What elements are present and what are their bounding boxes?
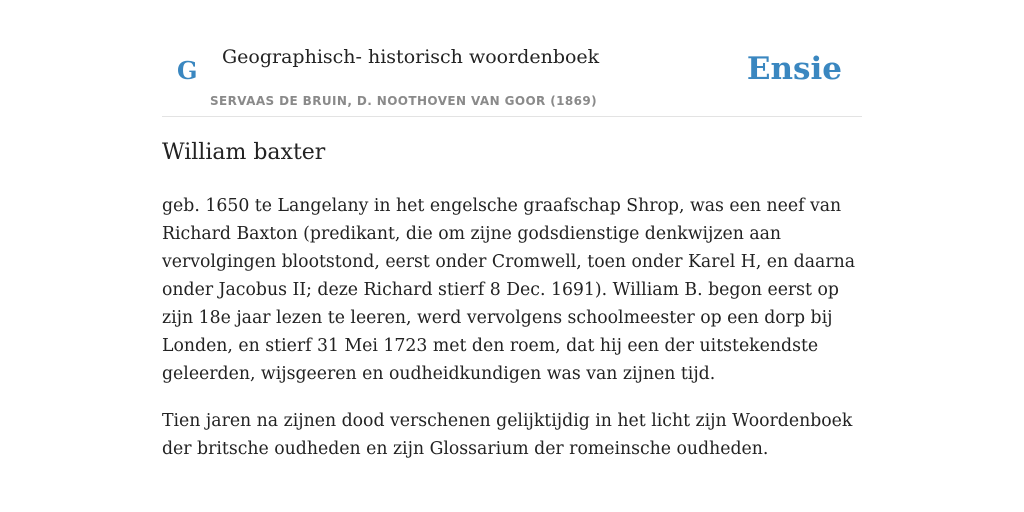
entry-paragraph: geb. 1650 te Langelany in het engelsche graafschap Shrop, was een neef van Richard Baxton (predikant, die om zijne godsdienstige denkwijzen aan vervolgingen blootstond, eerst onder Cromwell, toen onder Karel H, en daarna onder Jacobus II; deze Richard stierf 8 Dec. 1691). William B. begon eerst op zijn 18e jaar lezen te leeren, werd vervolgens schoolmeester op een dorp bij Londen, en stierf 31 Mei 1723 met den roem, dat hij een der uitstekendste geleerden, wijsgeeren en oudheidkundigen was van zijnen tijd. (162, 196, 856, 384)
entry-paragraph: Tien jaren na zijnen dood verschenen gelijktijdig in het licht zijn Woordenboek der britsche oudheden en zijn Glossarium der romeinsche oudheden. (162, 411, 853, 459)
entry-body (162, 192, 862, 482)
book-authors: SERVAAS DE BRUIN, D. NOOTHOVEN VAN GOOR (1869) (210, 94, 598, 108)
ensie-logo[interactable]: Ensie (746, 51, 842, 87)
book-logo-icon[interactable]: G (177, 56, 198, 85)
entry-title: William baxter (162, 140, 326, 165)
book-title-link[interactable]: Geographisch- historisch woordenboek (222, 46, 600, 68)
book-header (162, 30, 862, 117)
